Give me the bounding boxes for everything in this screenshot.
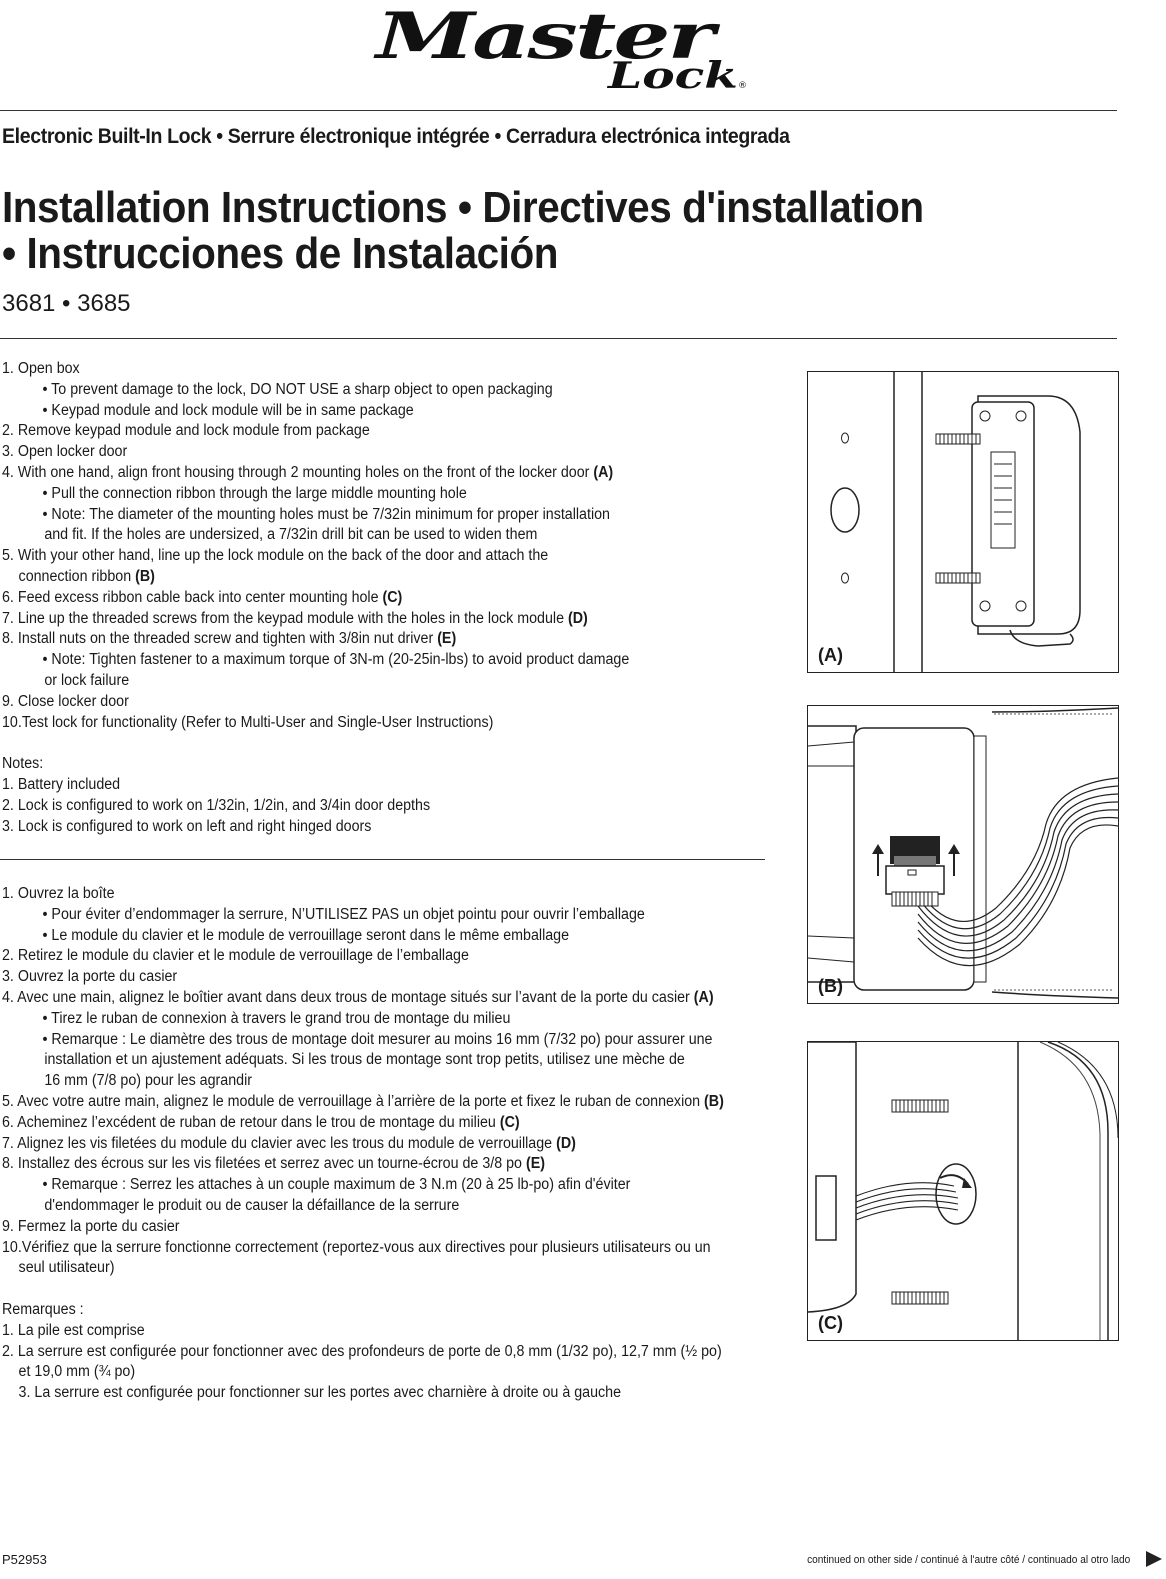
english-line-text: 1. Battery included bbox=[2, 775, 121, 793]
english-line bbox=[2, 733, 724, 754]
french-line bbox=[2, 1383, 724, 1404]
french-line-text: 1. Ouvrez la boîte bbox=[2, 885, 115, 902]
french-line-text: • Le module du clavier et le module de verrouillage seront dans le même emballage bbox=[42, 926, 570, 944]
figure-a-illustration bbox=[808, 372, 1118, 672]
english-line-text: 2. Lock is configured to work on 1/32in, 1/2in, and 3/4in door depths bbox=[2, 796, 431, 814]
english-line bbox=[2, 692, 724, 713]
french-line bbox=[2, 884, 724, 905]
french-line-text: 4. Avec une main, alignez le boîtier avant dans deux trous de montage situés sur l’avant de la porte du casier bbox=[2, 988, 694, 1006]
english-line bbox=[2, 629, 724, 650]
english-line bbox=[2, 671, 724, 692]
figure-reference: (C) bbox=[382, 588, 403, 606]
french-line bbox=[2, 1300, 724, 1321]
english-line-text: connection ribbon bbox=[18, 567, 136, 585]
french-line bbox=[2, 1092, 724, 1113]
figure-reference: (B) bbox=[704, 1092, 724, 1110]
french-line-text: 6. Acheminez l’excédent de ruban de retour dans le trou de montage du milieu bbox=[2, 1113, 500, 1131]
english-line bbox=[2, 567, 724, 588]
english-line bbox=[2, 588, 724, 609]
french-line-text: 9. Fermez la porte du casier bbox=[2, 1217, 180, 1235]
model-numbers: 3681 • 3685 bbox=[2, 290, 131, 317]
english-instructions bbox=[2, 359, 787, 837]
figure-reference: (D) bbox=[556, 1134, 576, 1152]
french-line-text: 16 mm (7/8 po) pour les agrandir bbox=[44, 1072, 252, 1090]
english-line-text: 4. With one hand, align front housing through 2 mounting holes on the front of the locker door bbox=[2, 463, 594, 481]
figure-b bbox=[807, 705, 1119, 1004]
french-line bbox=[2, 1175, 724, 1196]
part-number: P52953 bbox=[2, 1552, 47, 1567]
english-line-text: • Note: Tighten fastener to a maximum torque of 3N-m (20-25in-lbs) to avoid product damage bbox=[42, 651, 630, 669]
english-line-text: or lock failure bbox=[44, 671, 130, 689]
french-line-text: 2. La serrure est configurée pour fonctionner avec des profondeurs de porte de 0,8 mm (1/32 po), 12,7 mm (½ po) bbox=[2, 1342, 722, 1360]
french-line bbox=[2, 1050, 724, 1071]
english-line-text: • Keypad module and lock module will be in same package bbox=[42, 401, 414, 419]
french-line-text: installation et un ajustement adéquats. Si les trous de montage sont trop petits, utilisez une mèche de bbox=[44, 1051, 685, 1069]
french-line bbox=[2, 967, 724, 988]
french-line-text: et 19,0 mm (¾ po) bbox=[18, 1363, 136, 1381]
french-line bbox=[2, 1258, 724, 1279]
figure-reference: (A) bbox=[593, 463, 614, 481]
english-line-text: 3. Lock is configured to work on left and right hinged doors bbox=[2, 817, 372, 835]
french-instructions bbox=[2, 884, 787, 1404]
english-line bbox=[2, 525, 724, 546]
figure-reference: (E) bbox=[525, 1155, 545, 1173]
french-line bbox=[2, 1154, 724, 1175]
product-subtitle: Electronic Built-In Lock • Serrure électronique intégrée • Cerradura electrónica integrada bbox=[2, 125, 790, 148]
top-divider bbox=[0, 110, 1117, 111]
english-line bbox=[2, 650, 724, 671]
french-line-text: 8. Installez des écrous sur les vis filetées et serrez avec un tourne-écrou de 3/8 po bbox=[2, 1155, 526, 1173]
french-line bbox=[2, 988, 724, 1009]
french-line-text: d'endommager le produit ou de causer la défaillance de la serrure bbox=[44, 1196, 460, 1214]
figure-b-label: (B) bbox=[818, 976, 843, 996]
master-lock-logo bbox=[372, 2, 752, 92]
english-line bbox=[2, 484, 724, 505]
french-line-text: • Remarque : Le diamètre des trous de montage doit mesurer au moins 16 mm (7/32 po) pour assurer une bbox=[42, 1030, 713, 1048]
english-line-text: 1. Open box bbox=[2, 360, 80, 377]
english-line bbox=[2, 754, 724, 775]
language-divider bbox=[0, 859, 765, 860]
english-line-text: 3. Open locker door bbox=[2, 443, 128, 461]
french-line bbox=[2, 1071, 724, 1092]
english-line bbox=[2, 775, 724, 796]
french-line bbox=[2, 1342, 724, 1363]
english-line-text: • To prevent damage to the lock, DO NOT USE a sharp object to open packaging bbox=[42, 380, 553, 398]
french-line bbox=[2, 1134, 724, 1155]
english-line bbox=[2, 546, 724, 567]
french-line bbox=[2, 926, 724, 947]
figure-a-label: (A) bbox=[818, 645, 843, 665]
figure-reference: (E) bbox=[437, 630, 457, 648]
figure-reference: (D) bbox=[567, 609, 588, 627]
english-line-text: 9. Close locker door bbox=[2, 692, 129, 710]
french-line-text: • Pour éviter d’endommager la serrure, N’UTILISEZ PAS un objet pointu pour ouvrir l’emballage bbox=[42, 905, 645, 923]
english-line-text: and fit. If the holes are undersized, a 7/32in drill bit can be used to widen them bbox=[44, 526, 538, 544]
french-line-text: 7. Alignez les vis filetées du module du clavier avec les trous du module de verrouillage bbox=[2, 1134, 557, 1152]
english-line bbox=[2, 442, 724, 463]
english-line-text: • Pull the connection ribbon through the large middle mounting hole bbox=[42, 484, 467, 502]
english-line-text: 5. With your other hand, line up the lock module on the back of the door and attach the bbox=[2, 547, 549, 565]
figure-c-label: (C) bbox=[818, 1313, 843, 1333]
english-line bbox=[2, 401, 724, 422]
french-line-text: 3. Ouvrez la porte du casier bbox=[2, 968, 178, 986]
english-line bbox=[2, 713, 724, 734]
french-line bbox=[2, 1113, 724, 1134]
header-divider bbox=[0, 338, 1117, 339]
english-line-text: 6. Feed excess ribbon cable back into center mounting hole bbox=[2, 588, 383, 606]
french-line-text: Remarques : bbox=[2, 1300, 84, 1318]
french-line-text: 3. La serrure est configurée pour fonctionner sur les portes avec charnière à droite ou à gauche bbox=[18, 1384, 622, 1402]
figure-reference: (B) bbox=[135, 567, 155, 585]
english-line-text: Notes: bbox=[2, 755, 44, 773]
figure-reference: (A) bbox=[693, 988, 714, 1006]
french-line bbox=[2, 946, 724, 967]
english-line bbox=[2, 421, 724, 442]
english-line-text: 2. Remove keypad module and lock module from package bbox=[2, 422, 370, 440]
registered-mark: ® bbox=[738, 81, 747, 91]
french-line-text: • Remarque : Serrez les attaches à un couple maximum de 3 N.m (20 à 25 lb-po) afin d'éviter bbox=[42, 1176, 631, 1194]
french-line bbox=[2, 1362, 724, 1383]
french-line bbox=[2, 1238, 724, 1259]
continued-note: continued on other side / continué à l'autre côté / continuado al otro lado bbox=[806, 1554, 1130, 1566]
figure-c-illustration bbox=[808, 1042, 1118, 1340]
english-line-text: 7. Line up the threaded screws from the keypad module with the holes in the lock module bbox=[2, 609, 568, 627]
french-line bbox=[2, 1217, 724, 1238]
french-line-text: 5. Avec votre autre main, alignez le module de verrouillage à l’arrière de la porte et fixez le ruban de connexion bbox=[2, 1092, 705, 1110]
french-line-text: seul utilisateur) bbox=[18, 1259, 115, 1277]
english-line bbox=[2, 359, 724, 380]
english-line bbox=[2, 796, 724, 817]
logo-master-text: Master bbox=[373, 2, 721, 74]
figure-a bbox=[807, 371, 1119, 673]
figure-c bbox=[807, 1041, 1119, 1341]
french-line-text: 2. Retirez le module du clavier et le module de verrouillage de l’emballage bbox=[2, 947, 469, 965]
figure-b-illustration bbox=[808, 706, 1118, 1003]
next-page-arrow-icon bbox=[1146, 1551, 1162, 1567]
french-line-text: 10.Vérifiez que la serrure fonctionne correctement (reportez-vous aux directives pour plusieurs utilisateurs ou un bbox=[2, 1238, 711, 1256]
french-line bbox=[2, 905, 724, 926]
english-line-text: 10.Test lock for functionality (Refer to Multi-User and Single-User Instructions) bbox=[2, 713, 494, 731]
english-line-text: 8. Install nuts on the threaded screw and tighten with 3/8in nut driver bbox=[2, 630, 438, 648]
english-line bbox=[2, 817, 724, 838]
english-line bbox=[2, 505, 724, 526]
french-line bbox=[2, 1009, 724, 1030]
french-line bbox=[2, 1196, 724, 1217]
french-line bbox=[2, 1030, 724, 1051]
english-line bbox=[2, 463, 724, 484]
page-title-line-1: Installation Instructions • Directives d'installation bbox=[2, 183, 924, 232]
page-title-line-2: • Instrucciones de Instalación bbox=[2, 229, 559, 278]
logo-lock-text: Lock bbox=[606, 55, 738, 92]
english-line-text: • Note: The diameter of the mounting holes must be 7/32in minimum for proper installation bbox=[42, 505, 610, 523]
english-line bbox=[2, 609, 724, 630]
french-line bbox=[2, 1279, 724, 1300]
french-line-text: 1. La pile est comprise bbox=[2, 1321, 145, 1339]
french-line-text: • Tirez le ruban de connexion à travers le grand trou de montage du milieu bbox=[42, 1009, 511, 1027]
english-line bbox=[2, 380, 724, 401]
figure-reference: (C) bbox=[499, 1113, 520, 1131]
french-line bbox=[2, 1321, 724, 1342]
